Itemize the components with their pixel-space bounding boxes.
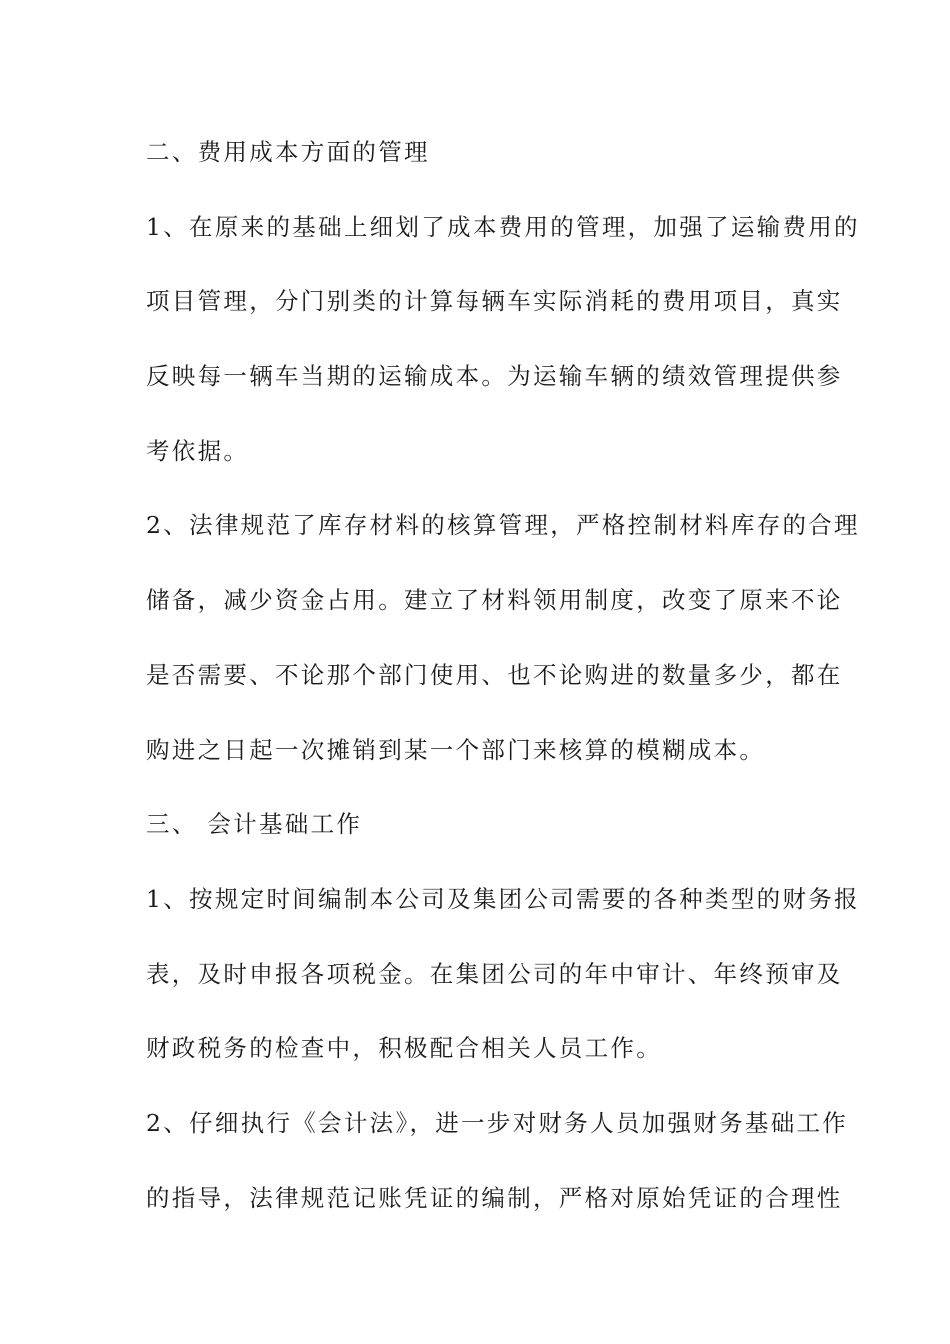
paragraph-line: 反映每一辆车当期的运输成本。为运输车辆的绩效管理提供参	[146, 362, 843, 391]
paragraph-line: 储备，减少资金占用。建立了材料领用制度，改变了原来不论	[146, 586, 843, 615]
paragraph-line: 是否需要、不论那个部门使用、也不论购进的数量多少，都在	[146, 660, 843, 689]
section-heading-accounting-basics: 三、 会计基础工作	[146, 810, 363, 839]
paragraph-line: 项目管理，分门别类的计算每辆车实际消耗的费用项目，真实	[146, 287, 843, 316]
paragraph-line: 的指导，法律规范记账凭证的编制，严格对原始凭证的合理性	[146, 1183, 843, 1212]
paragraph-line: 1、按规定时间编制本公司及集团公司需要的各种类型的财务报	[146, 884, 860, 913]
paragraph-line: 2、法律规范了库存材料的核算管理，严格控制材料库存的合理	[146, 511, 860, 540]
paragraph-line: 购进之日起一次摊销到某一个部门来核算的模糊成本。	[146, 735, 766, 764]
paragraph-line: 1、在原来的基础上细划了成本费用的管理，加强了运输费用的	[146, 212, 860, 241]
document-body	[146, 131, 860, 1251]
paragraph-line: 2、仔细执行《会计法》，进一步对财务人员加强财务基础工作	[146, 1108, 849, 1137]
paragraph-line: 表，及时申报各项税金。在集团公司的年中审计、年终预审及	[146, 959, 843, 988]
section-heading-cost-management: 二、费用成本方面的管理	[146, 138, 430, 166]
paragraph-line: 财政税务的检查中，积极配合相关人员工作。	[146, 1034, 662, 1063]
paragraph-line: 考依据。	[146, 436, 250, 465]
